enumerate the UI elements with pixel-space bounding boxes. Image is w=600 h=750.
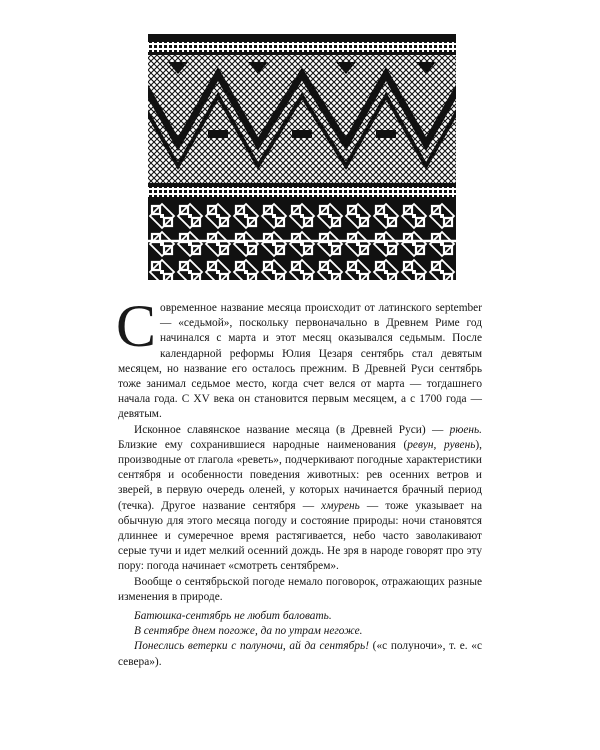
text-run: Исконное славянское название месяца (в Древней Руси) — [134,423,450,436]
paragraph-weather-intro: Вообще о сентябрьской погоде немало поговорок, отражающих разные изменения в природе. [118,575,482,603]
ornament-svg [148,34,456,280]
italic-term: рюень. [449,423,482,436]
text-run: Близкие ему сохранившиеся народные наименования ( [118,438,408,451]
proverb-text: В сентябре днем погоже, да по утрам негоже. [134,625,363,638]
proverb-item [118,609,482,624]
proverb-item [118,624,482,639]
ornament-illustration [148,34,456,280]
proverb-text: Батюшка-сентябрь не любит баловать. [134,610,332,623]
proverb-note: («с полуночи», т. е. «с севера»). [118,640,482,668]
text-run: — тоже указывает на обычную для этого месяца погоду и состояние природы: ночи становятся длиннее и сумеречное время растягивается, небо часто заволакивают серые тучи и идет мелкий осенний дождь. Не зря в народе говорят про эту пору: погода начинает «смотреть сентябрем». [118,499,482,573]
proverb-text: Понеслись ветерки с полуночи, ай да сентябрь! [134,640,369,653]
paragraph-intro-text: овременное название месяца происходит от латинского september — «седьмой», поскольку первоначально в Древнем Риме год начинался с марта и этот месяц оказывался седьмым. После календарной реформы Юлия Цезаря сентябрь стал девятым месяцем, но название его осталось прежним. В Древней Руси сентябрь тоже занимал седьмое место, когда счет велся от марта — тогдашнего начала года. С XV века он становится первым месяцем, а с 1700 года — девятым. [118,302,482,421]
italic-term: хмурень [321,499,360,512]
italic-term: ревун, рувень [407,438,476,451]
drop-cap: С [116,293,157,359]
paragraph-intro [116,293,482,423]
paragraph-slavic-name [118,423,482,575]
proverb-item [118,639,482,669]
proverbs-list [118,609,482,670]
text-run: ), производные от глагола «реветь», подчеркивают погодные характеристики сентября и особенности поведения животных: рев осенних ветров и зверей, в первую очередь оленей, у которых начинается брачный период (течка). Другое название сентября — [118,438,482,512]
article-text [116,293,482,670]
